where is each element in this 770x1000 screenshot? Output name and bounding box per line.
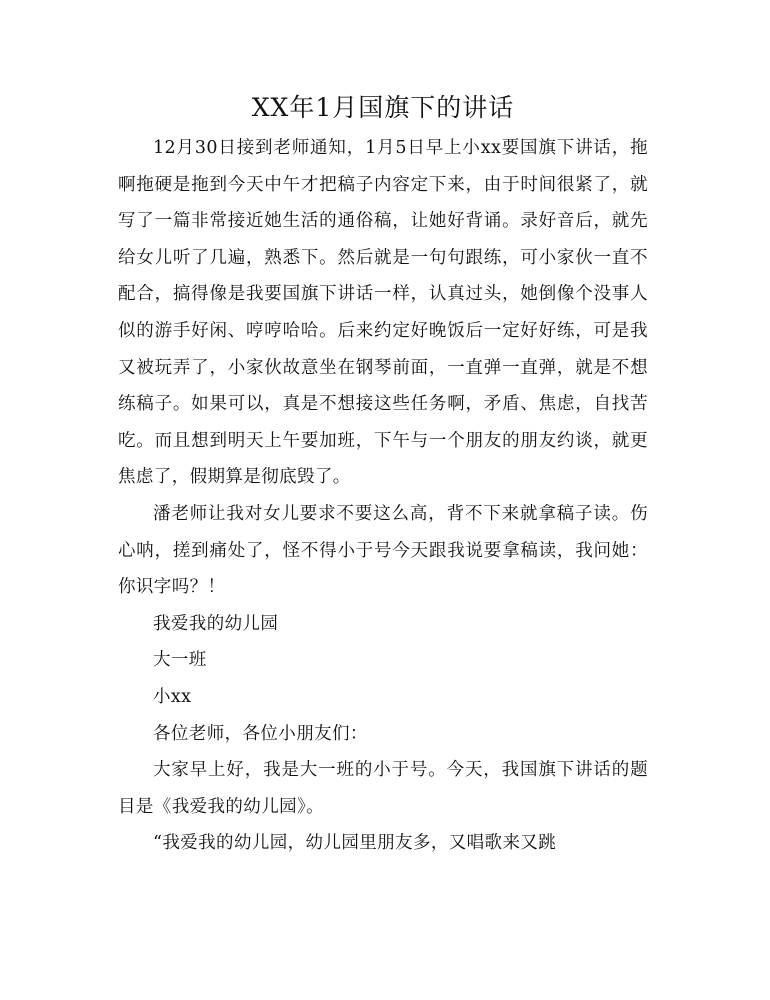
document-title: XX年1月国旗下的讲话 — [251, 93, 515, 122]
speech-quote-start: “我爱我的幼儿园，幼儿园里朋友多，又唱歌来又跳 — [153, 833, 557, 854]
speech-title-line: 我爱我的幼儿园 — [153, 613, 279, 634]
speech-intro: 大家早上好，我是大一班的小于号。今天，我国旗下讲话的题目是《我爱我的幼儿园》。 — [118, 760, 648, 817]
document-body — [118, 130, 648, 862]
paragraph-notice: 12月30日接到老师通知，1月5日早上小xx要国旗下讲话，拖啊拖硬是拖到今天中午才把稿子内容定下来，由于时间很紧了，就写了一篇非常接近她生活的通俗稿，让她好背诵。录好音后，就先给女儿听了几遍，熟悉下。然后就是一句句跟练，可小家伙一直不配合，搞得像是我要国旗下讲话一样，认真过头，她倒像个没事人似的游手好闲、哼哼哈哈。后来约定好晚饭后一定好好练，可是我又被玩弄了，小家伙故意坐在钢琴前面，一直弹一直弹，就是不想练稿子。如果可以，真是不想接这些任务啊，矛盾、焦虑，自找苦吃。而且想到明天上午要加班，下午与一个朋友的朋友约谈，就更焦虑了，假期算是彻底毁了。 — [118, 138, 648, 488]
paragraph-teacher-advice: 潘老师让我对女儿要求不要这么高，背不下来就拿稿子读。伤心呐，搓到痛处了，怪不得小于号今天跟我说要拿稿读，我问她：你识字吗？！ — [118, 503, 648, 598]
speech-class-line: 大一班 — [153, 650, 207, 671]
speech-greeting: 各位老师，各位小朋友们： — [153, 723, 368, 744]
speech-speaker-line: 小xx — [153, 686, 192, 707]
